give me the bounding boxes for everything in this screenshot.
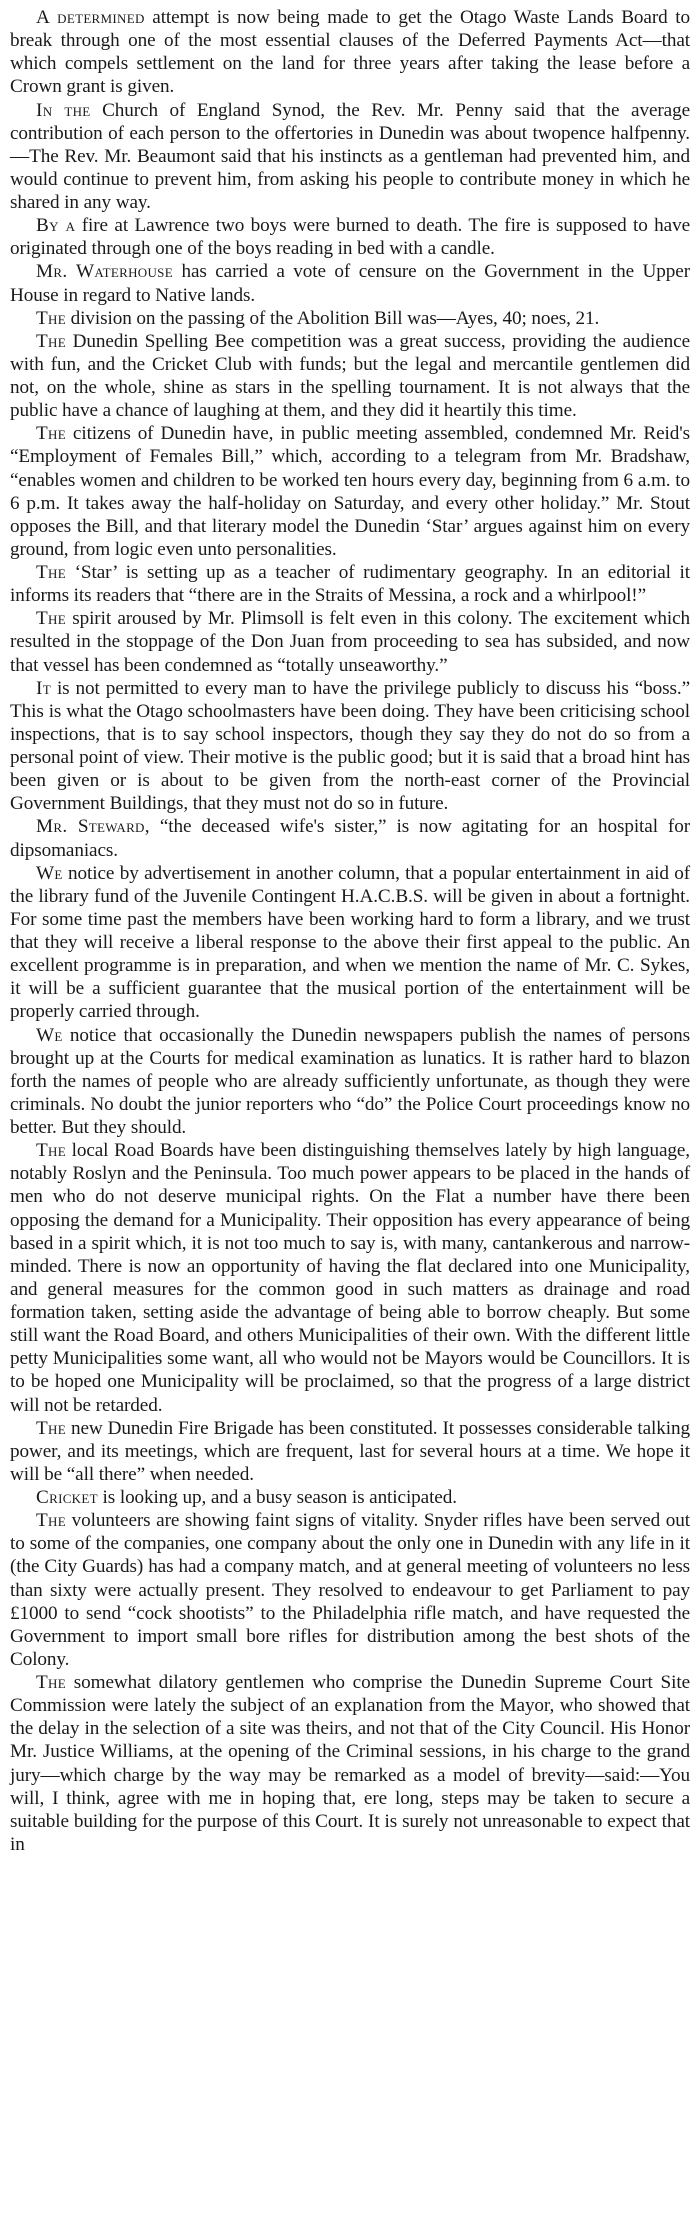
paragraph-lead: By a bbox=[36, 215, 76, 237]
paragraph-lead: The bbox=[36, 307, 66, 329]
paragraph-body: notice that occasionally the Dunedin newspapers publish the names of persons brought up at the Courts for medical examination as lunatics. It is rather hard to blazon forth the names of people who are already sufficiently unfortunate, as though they were criminals. No doubt the junior reporters who “do” the Police Court proceedings know no better. But they should. bbox=[10, 1024, 690, 1138]
paragraph-library-entertainment bbox=[10, 862, 690, 1024]
paragraph-lawrence-fire bbox=[10, 214, 690, 260]
paragraph-body: is looking up, and a busy season is anticipated. bbox=[97, 1487, 457, 1508]
paragraph-fire-brigade bbox=[10, 1417, 690, 1486]
paragraph-body: local Road Boards have been distinguishing themselves lately by high language, notably Roslyn and the Peninsula. Too much power appears to be placed in the hands of men who do not deserve municipal rights. On the Flat a number have there been opposing the demand for a Municipality. Their opposition has every appearance of being based in a spirit which, it is not too much to say is, with many, cantankerous and narrow-minded. There is now an opportunity of having the flat declared into one Municipality, and general measures for the common good in such matters as drainage and road formation taken, setting aside the advantage of being able to borrow cheaply. But some still want the Road Board, and others Municipalities of their own. With the different little petty Municipalities some want, all who would not be Mayors would be Councillors. It is to be hoped one Municipality will be proclaimed, so that the progress of a large district will not be retarded. bbox=[10, 1140, 690, 1416]
paragraph-lead: Mr. Steward, bbox=[36, 816, 150, 838]
paragraph-body: fire at Lawrence two boys were burned to death. The fire is supposed to have originated through one of the boys reading in bed with a candle. bbox=[10, 215, 691, 260]
paragraph-lead: The bbox=[36, 1140, 66, 1162]
paragraph-body: is not permitted to every man to have the privilege publicly to discuss his “boss.” This is what the Otago schoolmasters have been doing. They have been criticising school inspections, that is to say school inspectors, though they say they do not do so from a personal point of view. Their motive is the public good; but it is said that a broad hint has been given or is about to be given from the north-east corner of the Provincial Government Buildings, that they must not do so in future. bbox=[10, 677, 690, 815]
paragraph-road-boards bbox=[10, 1139, 690, 1417]
paragraph-lead: The bbox=[36, 1417, 66, 1439]
paragraph-females-bill bbox=[10, 422, 690, 561]
paragraph-lead: We bbox=[36, 862, 63, 884]
paragraph-body: Church of England Synod, the Rev. Mr. Penny said that the average contribution of each person to the offertories in Dunedin was about twopence halfpenny.—The Rev. Mr. Beaumont said that his instincts as a gentleman had prevented him, and would continue to prevent him, from asking his people to contribute money in which he shared in any way. bbox=[10, 99, 690, 213]
paragraph-body: Dunedin Spelling Bee competition was a great success, providing the audience with fun, and the Cricket Club with funds; but the legal and mercantile gentlemen did not, on the whole, shine as stars in the spelling tournament. It is not always that the public have a chance of laughing at them, and they did it heartily this time. bbox=[10, 330, 690, 422]
paragraph-spelling-bee bbox=[10, 330, 690, 423]
paragraph-body: ‘Star’ is setting up as a teacher of rudimentary geography. In an editorial it informs its readers that “there are in the Straits of Messina, a rock and a whirlpool!” bbox=[10, 562, 690, 607]
paragraph-abolition-division bbox=[10, 307, 690, 330]
paragraph-star-geography bbox=[10, 561, 690, 607]
paragraph-lead: Mr. Waterhouse bbox=[36, 261, 173, 283]
paragraph-lead: In the bbox=[36, 99, 91, 121]
paragraph-lead: The bbox=[36, 608, 66, 630]
paragraph-lead: The bbox=[36, 423, 66, 445]
paragraph-lead: The bbox=[36, 1672, 66, 1693]
paragraph-lead: The bbox=[36, 330, 66, 352]
paragraph-lead: The bbox=[36, 562, 66, 583]
paragraph-body: division on the passing of the Abolition Bill was—Ayes, 40; noes, 21. bbox=[65, 307, 600, 329]
paragraph-waterhouse-censure bbox=[10, 260, 690, 306]
paragraph-waste-lands bbox=[10, 6, 690, 99]
paragraph-volunteers bbox=[10, 1509, 690, 1671]
paragraph-body: somewhat dilatory gentlemen who comprise the Dunedin Supreme Court Site Commission were lately the subject of an explanation from the Mayor, who showed that the delay in the selection of a site was theirs, and not that of the City Council. His Honor Mr. Justice Williams, at the opening of the Criminal sessions, in his charge to the grand jury—which charge by the way may be remarked as a model of brevity—said:—You will, I think, agree with me in hoping that, ere long, steps may be taken to secure a suitable building for the purpose of this Court. It is surely not unreasonable to expect that in bbox=[10, 1672, 690, 1855]
paragraph-lead: The bbox=[36, 1510, 66, 1532]
paragraph-lead: A determined bbox=[36, 7, 145, 28]
paragraph-lunatics-names bbox=[10, 1024, 690, 1140]
paragraph-body: has carried a vote of censure on the Government in the Upper House in regard to Native lands. bbox=[10, 261, 691, 306]
paragraph-schoolmasters bbox=[10, 677, 690, 816]
paragraph-body: citizens of Dunedin have, in public meeting assembled, condemned Mr. Reid's “Employment of Females Bill,” which, according to a telegram from Mr. Bradshaw, “enables women and children to be worked ten hours every day, beginning from 6 a.m. to 6 p.m. It takes away the half-holiday on Saturday, and every other holiday.” Mr. Stout opposes the Bill, and that literary model the Dunedin ‘Star’ argues against him on every ground, from logic even unto personalities. bbox=[10, 423, 690, 560]
paragraph-steward-hospital bbox=[10, 815, 690, 861]
paragraph-body: new Dunedin Fire Brigade has been constituted. It possesses considerable talking power, and its meetings, which are frequent, last for several hours at a time. We hope it will be “all there” when needed. bbox=[10, 1417, 690, 1485]
paragraph-plimsoll bbox=[10, 607, 690, 676]
paragraph-lead: Cricket bbox=[36, 1487, 98, 1508]
paragraph-body: attempt is now being made to get the Otago Waste Lands Board to break through one of the most essential clauses of the Deferred Payments Act—that which compels settlement on the land for three years after taking the lease before a Crown grant is given. bbox=[10, 7, 690, 98]
paragraph-lead: We bbox=[36, 1024, 63, 1046]
paragraph-lead: It bbox=[36, 677, 51, 699]
paragraph-court-site bbox=[10, 1671, 690, 1856]
paragraph-body: notice by advertisement in another column, that a popular entertainment in aid of the library fund of the Juvenile Contingent H.A.C.B.S. will be given in about a fortnight. For some time past the members have been working hard to form a library, and we trust that they will receive a liberal response to the above their first appeal to the public. An excellent programme is in preparation, and when we mention the name of Mr. C. Sykes, it will be a sufficient guarantee that the musical portion of the entertainment will be properly carried through. bbox=[10, 862, 690, 1023]
paragraph-cricket bbox=[10, 1486, 690, 1509]
paragraph-body: volunteers are showing faint signs of vitality. Snyder rifles have been served out to some of the companies, one company about the only one in Dunedin with any life in it (the City Guards) has had a company match, and at general meeting of volunteers no less than sixty were actually present. They resolved to endeavour to get Parliament to pay £1000 to send “cock shootists” to the Philadelphia rifle match, and have requested the Government to import small bore rifles for distribution among the best shots of the Colony. bbox=[10, 1510, 690, 1670]
paragraph-body: “the deceased wife's sister,” is now agitating for an hospital for dipsomaniacs. bbox=[10, 816, 690, 861]
paragraph-body: spirit aroused by Mr. Plimsoll is felt even in this colony. The excitement which resulted in the stoppage of the Don Juan from proceeding to sea has subsided, and now that vessel has been condemned as “totally unseaworthy.” bbox=[10, 608, 690, 676]
paragraph-synod-offertories bbox=[10, 99, 690, 215]
